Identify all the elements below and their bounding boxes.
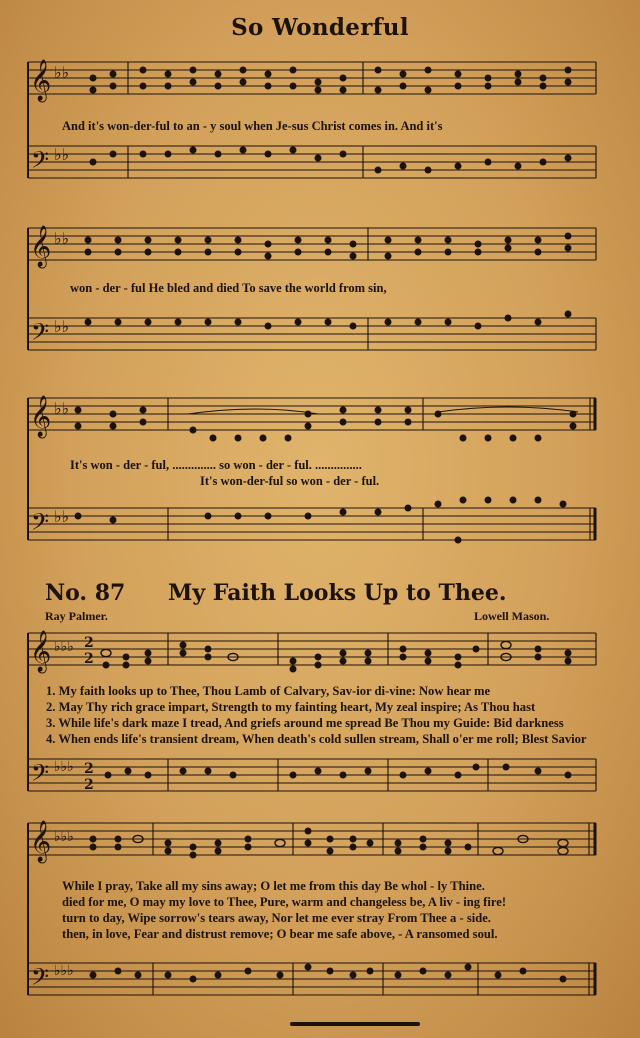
song-title: My Faith Looks Up to Thee. [168,580,507,606]
svg-text:2: 2 [84,651,94,667]
svg-text:♭♭♭: ♭♭♭ [54,829,74,845]
svg-text:𝄢: 𝄢 [31,963,50,996]
hymn-number: No. 87 [45,580,126,606]
svg-text:♭♭: ♭♭ [54,145,70,164]
svg-text:2: 2 [84,635,94,651]
page-footer-rule [290,1022,420,1026]
lyric-line: It's won-der-ful so won - der - ful. [200,474,380,488]
verse-2-line: died for me, O may my love to Thee, Pure, warm and changeless be, A liv - ing fire! [62,895,507,909]
svg-text:♭♭♭: ♭♭♭ [54,639,74,655]
svg-text:𝄢: 𝄢 [31,318,50,351]
svg-text:𝄞: 𝄞 [30,821,52,862]
svg-text:𝄢: 𝄢 [31,508,50,541]
svg-text:♭♭: ♭♭ [54,507,70,526]
song-title: So Wonderful [231,14,409,41]
verse-2-line: 2. May Thy rich grace impart, Strength to my fainting heart, My zeal inspire; As Thou hast [46,700,536,714]
svg-text:♭♭♭: ♭♭♭ [54,759,74,775]
verse-1-line: 1. My faith looks up to Thee, Thou Lamb of Calvary, Sav-ior di-vine: Now hear me [46,684,491,698]
svg-text:♭♭: ♭♭ [54,229,70,248]
verse-4-line: 4. When ends life's transient dream, When death's cold sullen stream, Shall o'er me roll; Blest Savior [46,732,587,746]
svg-text:𝄞: 𝄞 [30,226,52,267]
svg-text:𝄞: 𝄞 [30,60,52,101]
svg-text:𝄞: 𝄞 [30,396,52,437]
svg-text:♭♭: ♭♭ [54,63,70,82]
svg-text:𝄢: 𝄢 [31,146,50,179]
svg-text:♭♭: ♭♭ [54,317,70,336]
verse-3-line: turn to day, Wipe sorrow's tears away, Nor let me ever stray From Thee a - side. [62,911,491,925]
verse-1-line: While I pray, Take all my sins away; O let me from this day Be whol - ly Thine. [62,879,485,893]
lyric-line: won - der - ful He bled and died To save the world from sin, [70,281,387,295]
svg-text:𝄞: 𝄞 [30,631,52,672]
svg-text:𝄢: 𝄢 [31,759,50,792]
svg-text:2: 2 [84,777,94,793]
verse-3-line: 3. While life's dark maze I tread, And griefs around me spread Be Thou my Guide: Bid darkness [46,716,564,730]
verse-4-line: then, in love, Fear and distrust remove; O bear me safe above, - A ransomed soul. [62,927,498,941]
svg-text:♭♭♭: ♭♭♭ [54,963,74,979]
lyricist-credit: Ray Palmer. [45,609,108,623]
lyric-line: It's won - der - ful, .............. so won - der - ful. ............... [70,458,362,472]
composer-credit: Lowell Mason. [474,609,550,623]
lyric-line: And it's won-der-ful to an - y soul when Je-sus Christ comes in. And it's [62,119,443,133]
svg-text:2: 2 [84,761,94,777]
svg-text:♭♭: ♭♭ [54,399,70,418]
